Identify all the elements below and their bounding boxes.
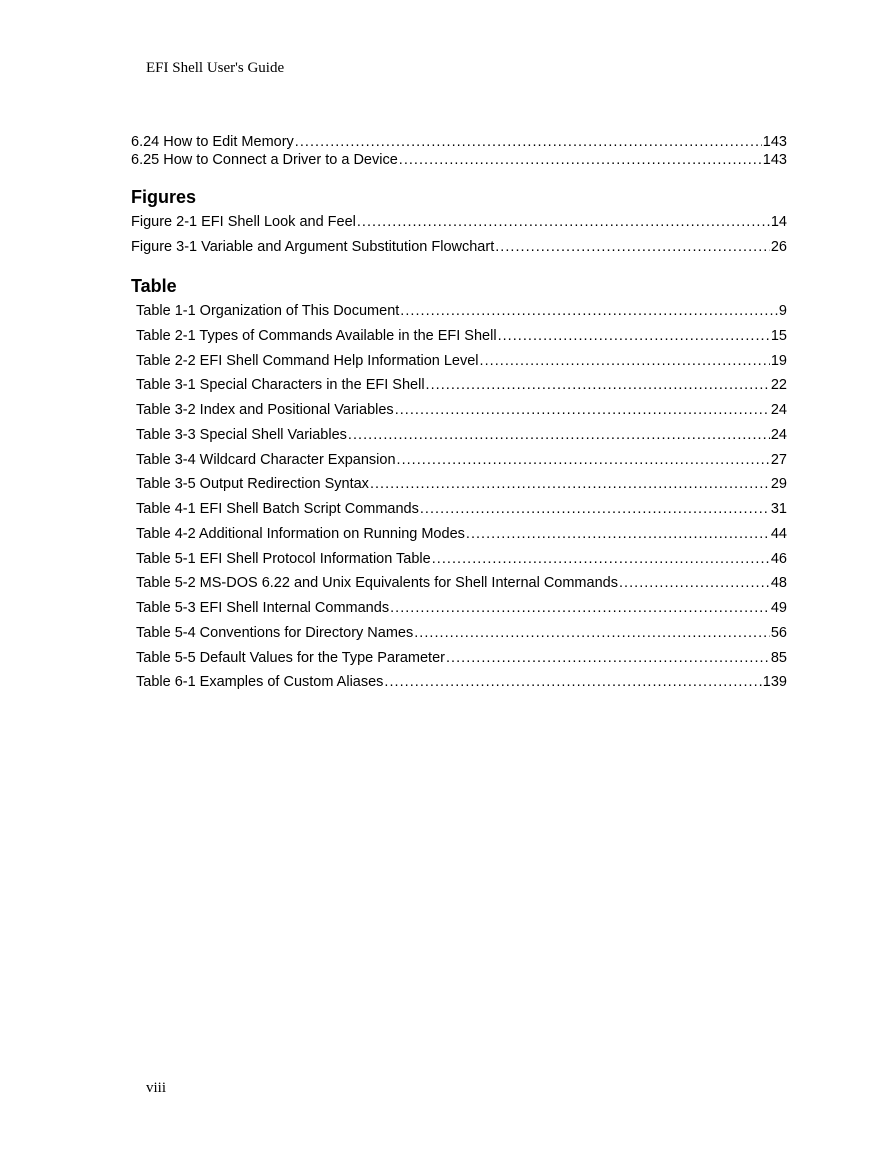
toc-entry-table[interactable]	[136, 299, 787, 324]
dot-leader	[426, 373, 770, 398]
toc-entry-figure[interactable]	[131, 210, 787, 235]
toc-entry-label: Table 3-5 Output Redirection Syntax	[136, 476, 369, 493]
toc-entry-label: Table 5-1 EFI Shell Protocol Information Table	[136, 550, 431, 567]
tables-list	[136, 299, 787, 695]
toc-entry-table[interactable]	[136, 522, 787, 547]
dot-leader	[480, 349, 770, 374]
dot-leader	[432, 547, 770, 572]
toc-entry-page: 19	[770, 352, 787, 369]
running-header: EFI Shell User's Guide	[146, 60, 285, 76]
page-number: viii	[146, 1080, 167, 1096]
toc-entry-label: Table 4-2 Additional Information on Running Modes	[136, 525, 465, 542]
toc-entry-page: 44	[770, 525, 787, 542]
toc-entry-label: Table 1-1 Organization of This Document	[136, 303, 400, 319]
toc-entry-page: 14	[770, 214, 787, 230]
toc-entry-label: Table 5-3 EFI Shell Internal Commands	[136, 600, 390, 616]
toc-entry-page: 56	[770, 624, 787, 641]
toc-entry-table[interactable]	[136, 472, 787, 497]
toc-entry-page: 24	[770, 402, 787, 418]
dot-leader	[414, 621, 770, 646]
dot-leader	[399, 151, 762, 169]
toc-entry-label: Table 5-2 MS-DOS 6.22 and Unix Equivalents for Shell Internal Commands	[136, 575, 618, 592]
toc-entry-page: 143	[762, 152, 787, 168]
toc-entry-page: 48	[770, 575, 787, 592]
toc-entry-table[interactable]	[136, 497, 787, 522]
toc-entry-page: 29	[770, 476, 787, 493]
figures-list	[131, 210, 787, 260]
toc-entry-label: Table 3-1 Special Characters in the EFI Shell	[136, 377, 425, 394]
figures-heading: Figures	[131, 187, 197, 207]
toc-entry-page: 24	[770, 426, 787, 443]
toc-entry-page: 9	[778, 303, 787, 319]
toc-entry-label: Table 2-1 Types of Commands Available in the EFI Shell	[136, 327, 497, 344]
dot-leader	[495, 235, 770, 260]
toc-entry-label: Figure 3-1 Variable and Argument Substitution Flowchart	[131, 238, 495, 255]
dot-leader	[420, 497, 770, 522]
dot-leader	[384, 670, 761, 695]
toc-entry-label: Table 2-2 EFI Shell Command Help Information Level	[136, 352, 479, 369]
toc-entry-table[interactable]	[136, 646, 787, 671]
dot-leader	[395, 398, 770, 423]
dot-leader	[295, 133, 762, 151]
toc-entry-page: 15	[770, 327, 787, 344]
dot-leader	[370, 472, 770, 497]
toc-entry-table[interactable]	[136, 596, 787, 621]
toc-entry-table[interactable]	[136, 373, 787, 398]
toc-entry-page: 26	[770, 238, 787, 255]
tables-heading: Table	[131, 276, 177, 296]
toc-entry-label: 6.24 How to Edit Memory	[131, 134, 294, 150]
toc-entry-label: Table 5-5 Default Values for the Type Parameter	[136, 649, 445, 666]
toc-entry-label: Table 5-4 Conventions for Directory Names	[136, 624, 414, 641]
toc-entry-label: 6.25 How to Connect a Driver to a Device	[131, 152, 398, 168]
section-entries	[131, 133, 787, 169]
toc-entry-page: 49	[770, 600, 787, 616]
dot-leader	[498, 324, 770, 349]
toc-entry-page: 27	[770, 451, 787, 468]
dot-leader	[446, 646, 770, 671]
toc-entry-figure[interactable]	[131, 235, 787, 260]
dot-leader	[400, 299, 778, 324]
toc-entry-table[interactable]	[136, 547, 787, 572]
toc-entry-table[interactable]	[136, 398, 787, 423]
toc-entry-label: Table 3-4 Wildcard Character Expansion	[136, 451, 396, 468]
toc-entry-page: 31	[770, 501, 787, 517]
toc-entry-section[interactable]	[131, 133, 787, 151]
dot-leader	[397, 448, 770, 473]
toc-entry-table[interactable]	[136, 349, 787, 374]
toc-entry-page: 85	[770, 649, 787, 666]
dot-leader	[390, 596, 770, 621]
toc-entry-table[interactable]	[136, 571, 787, 596]
dot-leader	[348, 423, 770, 448]
toc-entry-table[interactable]	[136, 423, 787, 448]
toc-entry-table[interactable]	[136, 324, 787, 349]
toc-entry-label: Table 3-3 Special Shell Variables	[136, 426, 347, 443]
toc-entry-label: Table 3-2 Index and Positional Variables	[136, 402, 394, 418]
toc-entry-section[interactable]	[131, 151, 787, 169]
toc-entry-page: 46	[770, 550, 787, 567]
toc-entry-page: 139	[762, 674, 787, 691]
toc-entry-label: Figure 2-1 EFI Shell Look and Feel	[131, 214, 356, 230]
dot-leader	[619, 571, 770, 596]
toc-entry-page: 143	[762, 134, 787, 150]
toc-entry-table[interactable]	[136, 670, 787, 695]
toc-entry-label: Table 4-1 EFI Shell Batch Script Commands	[136, 501, 419, 517]
dot-leader	[357, 210, 770, 235]
toc-entry-table[interactable]	[136, 621, 787, 646]
toc-entry-page: 22	[770, 377, 787, 394]
toc-entry-label: Table 6-1 Examples of Custom Aliases	[136, 674, 384, 691]
dot-leader	[466, 522, 770, 547]
toc-entry-table[interactable]	[136, 448, 787, 473]
